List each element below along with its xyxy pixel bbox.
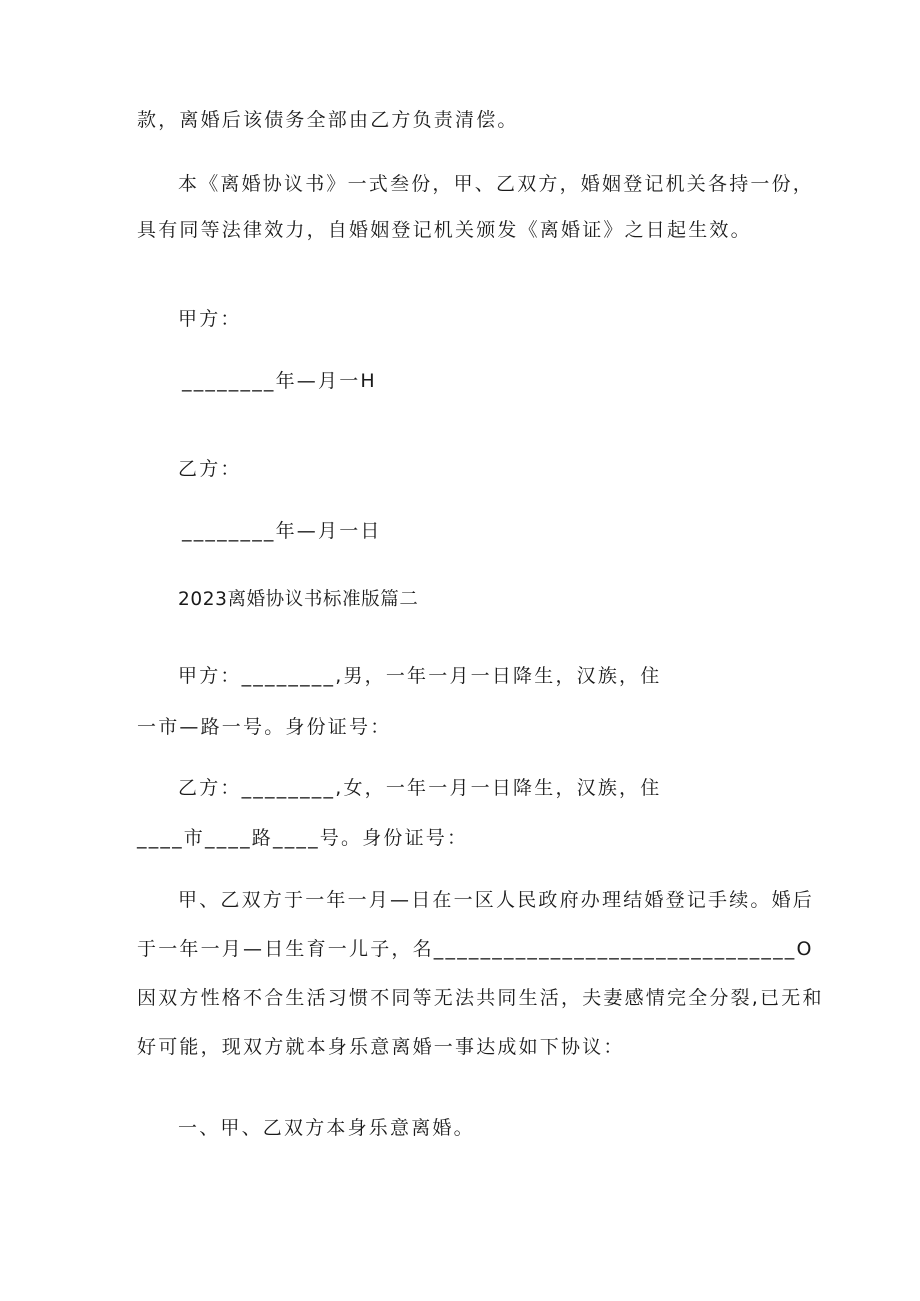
paragraph-copies: 本《离婚协议书》一式叁份，甲、乙双方，婚姻登记机关各持一份， (178, 173, 815, 195)
party-a-date-line: ________年—月一H (182, 370, 377, 392)
party-b-info: 乙方：________,女，一年一月一日降生，汉族，住 (178, 777, 662, 799)
party-b-signature-label: 乙方： (178, 458, 242, 480)
party-a-address: 一市—路一号。身份证号： (137, 716, 392, 738)
party-a-info: 甲方：________,男，一年一月一日降生，汉族，住 (178, 665, 662, 687)
paragraph-marriage-registration: 甲、乙双方于一年一月—日在一区人民政府办理结婚登记手续。婚后 (178, 889, 815, 911)
section-title: 2023离婚协议书标准版篇二 (178, 589, 419, 610)
paragraph-child: 于一年一月—日生育一儿子，名_______________________________O (137, 938, 814, 960)
party-a-signature-label: 甲方： (178, 308, 242, 330)
clause-one: 一、甲、乙双方本身乐意离婚。 (178, 1117, 475, 1139)
paragraph-agreement-intro: 好可能，现双方就本身乐意离婚一事达成如下协议： (137, 1036, 625, 1058)
party-b-date-line: ________年—月一日 (182, 520, 382, 542)
paragraph-reason: 因双方性格不合生活习惯不同等无法共同生活，夫妻感情完全分裂,已无和 (137, 987, 824, 1009)
paragraph-validity: 具有同等法律效力，自婚姻登记机关颁发《离婚证》之日起生效。 (137, 219, 752, 241)
party-b-address: ____市____路____号。身份证号： (137, 827, 469, 849)
paragraph-debt-clearance: 款，离婚后该债务全部由乙方负责清偿。 (137, 109, 519, 131)
